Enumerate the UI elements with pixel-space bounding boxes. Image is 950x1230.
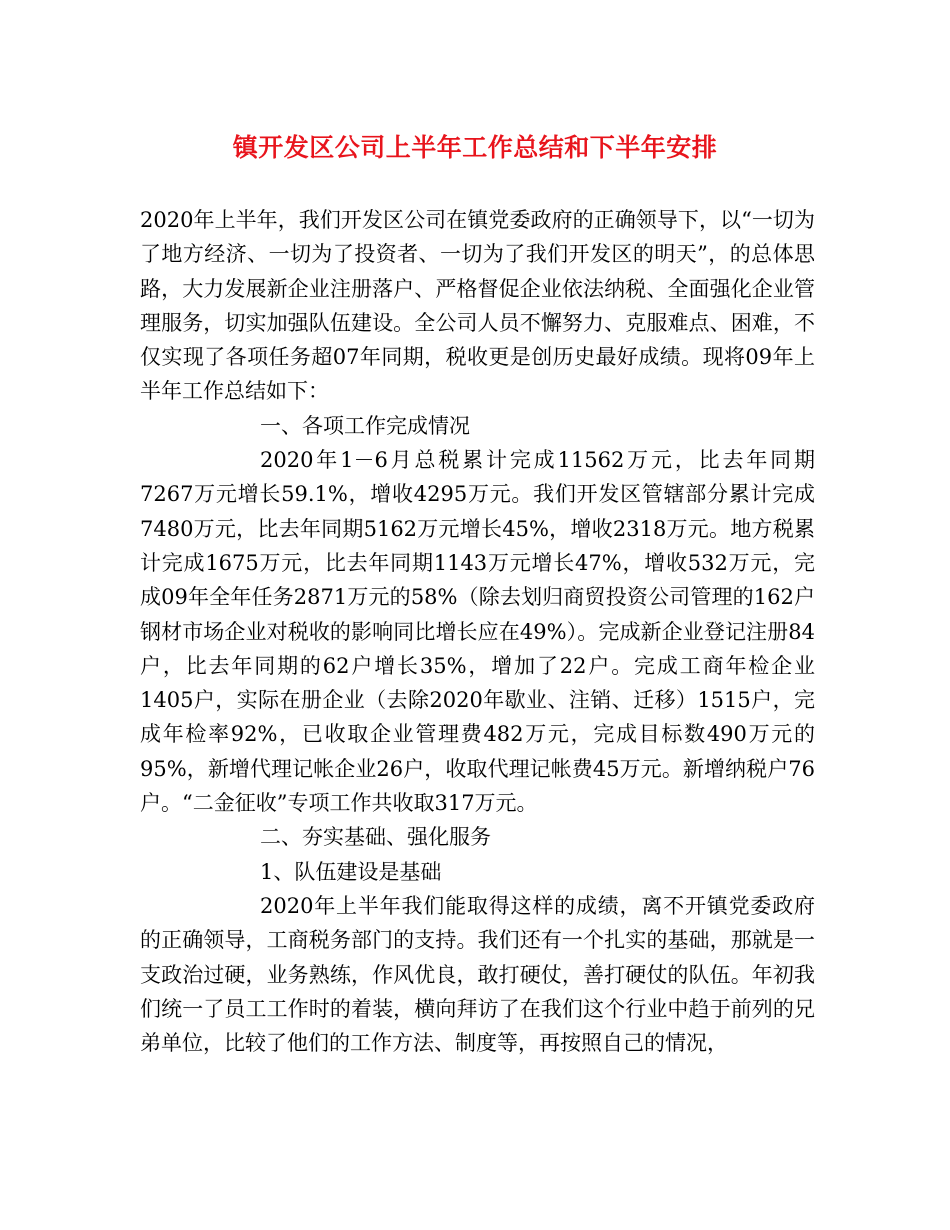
subsection-heading-1: 1、队伍建设是基础 <box>260 859 442 884</box>
results-paragraph: 2020年1－6月总税累计完成11562万元，比去年同期7267万元增长59.1%，增收4295万元。我们开发区管辖部分累计完成7480万元，比去年同期5162万元增长45%，增收2318万元。地方税累计完成1675万元，比去年同期1143万元增长47%，增收532万元，完成09年全年任务2871万元的58%（除去划归商贸投资公司管理的162户钢材市场企业对税收的影响同比增长应在49%）。完成新企业登记注册84户，比去年同期的62户增长35%，增加了22户。完成工商年检企业1405户，实际在册企业（去除2020年歇业、注销、迁移）1515户，完成年检率92%，已收取企业管理费482万元，完成目标数490万元的95%，新增代理记帐企业26户，收取代理记帐费45万元。新增纳税户76户。“二金征收”专项工作共收取317万元。 <box>140 448 815 816</box>
section-heading-1: 一、各项工作完成情况 <box>260 413 470 438</box>
intro-paragraph: 2020年上半年，我们开发区公司在镇党委政府的正确领导下，以“一切为了地方经济、一切为了投资者、一切为了我们开发区的明天”，的总体思路，大力发展新企业注册落户、严格督促企业依法纳税、全面强化企业管理服务，切实加强队伍建设。全公司人员不懈努力、克服难点、困难，不仅实现了各项任务超07年同期，税收更是创历史最好成绩。现将09年上半年工作总结如下： <box>140 208 815 404</box>
document-title: 镇开发区公司上半年工作总结和下半年安排 <box>232 133 718 162</box>
team-paragraph: 2020年上半年我们能取得这样的成绩，离不开镇党委政府的正确领导，工商税务部门的支持。我们还有一个扎实的基础，那就是一支政治过硬，业务熟练，作风优良，敢打硬仗，善打硬仗的队伍。年初我们统一了员工工作时的着装，横向拜访了在我们这个行业中趋于前列的兄弟单位，比较了他们的工作方法、制度等，再按照自己的情况， <box>140 893 815 1056</box>
section-heading-2: 二、夯实基础、强化服务 <box>260 825 491 850</box>
document-body <box>140 203 815 1060</box>
